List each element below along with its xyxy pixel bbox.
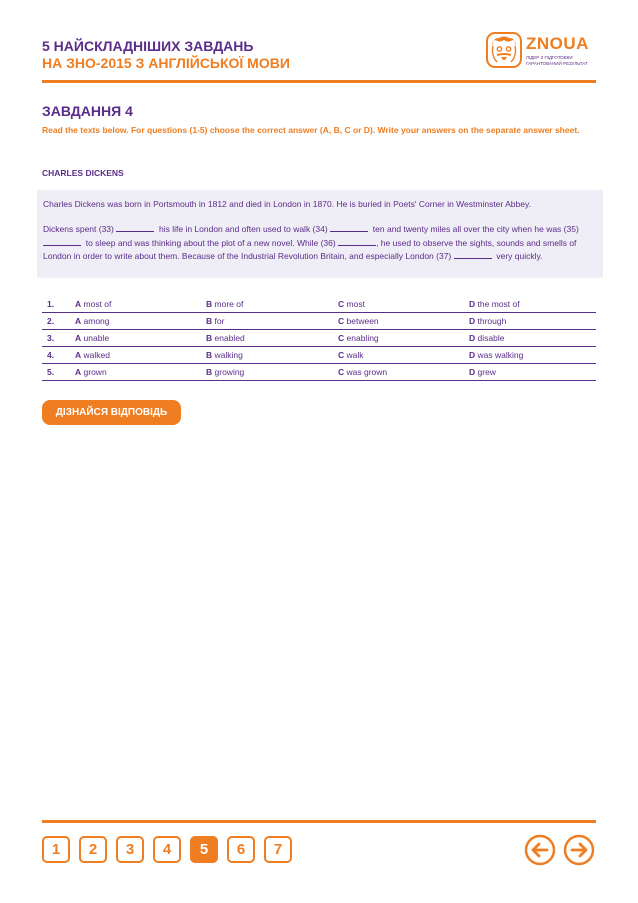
option-a[interactable] <box>75 316 110 326</box>
option-letter: D <box>469 299 476 309</box>
option-letter: A <box>75 333 82 343</box>
blank-36 <box>338 236 376 246</box>
header-title-line1: 5 НАЙСКЛАДНІШИХ ЗАВДАНЬ <box>42 38 254 54</box>
option-text: between <box>346 316 379 326</box>
text-segment: Dickens spent (33) <box>43 224 114 234</box>
option-letter: D <box>469 367 476 377</box>
option-letter: B <box>206 367 213 377</box>
option-b[interactable] <box>206 316 224 326</box>
option-letter: C <box>338 316 345 326</box>
option-text: walk <box>346 350 364 360</box>
page-button-5-active[interactable]: 5 <box>190 836 218 863</box>
option-letter: D <box>469 350 476 360</box>
blank-34 <box>330 222 368 232</box>
option-text: enabling <box>346 333 379 343</box>
option-letter: A <box>75 299 82 309</box>
header-divider <box>42 80 596 83</box>
option-b[interactable] <box>206 367 244 377</box>
text-paragraph-1: Charles Dickens was born in Portsmouth in 1812 and died in London in 1870. He is buried in Poets' Corner in Westminster Abbey. <box>43 199 531 209</box>
page-button-1[interactable]: 1 <box>42 836 70 863</box>
option-a[interactable] <box>75 299 111 309</box>
option-text: unable <box>83 333 110 343</box>
option-letter: A <box>75 367 82 377</box>
option-text: through <box>477 316 507 326</box>
page-button-4[interactable]: 4 <box>153 836 181 863</box>
footer-divider <box>42 820 596 823</box>
option-text: enabled <box>214 333 245 343</box>
blank-37 <box>454 249 492 259</box>
answer-row <box>42 313 596 330</box>
question-number: 2. <box>47 316 55 326</box>
option-letter: C <box>338 367 345 377</box>
option-letter: D <box>469 316 476 326</box>
text-segment: to sleep and was thinking about the plot of a new novel. While (36) <box>85 237 336 248</box>
blank-33 <box>116 222 154 232</box>
option-d[interactable] <box>469 350 523 360</box>
question-number: 3. <box>47 333 55 343</box>
text-title: CHARLES DICKENS <box>42 168 124 178</box>
text-segment: , he used to observe the sights, sounds and smells of London in order to write about them. Because of the Industrial Revolution Britain, and especially London (37) <box>43 237 577 261</box>
question-number: 5. <box>47 367 55 377</box>
task-title: ЗАВДАННЯ 4 <box>42 103 133 119</box>
option-text: most <box>346 299 365 309</box>
option-c[interactable] <box>338 350 364 360</box>
answer-row <box>42 296 596 313</box>
question-number: 4. <box>47 350 55 360</box>
text-segment: ten and twenty miles all over the city when he was (35) <box>372 224 579 234</box>
question-number: 1. <box>47 299 55 309</box>
header-title <box>42 38 290 72</box>
option-text: walking <box>214 350 243 360</box>
option-c[interactable] <box>338 316 379 326</box>
option-letter: A <box>75 316 82 326</box>
option-text: walked <box>83 350 110 360</box>
option-d[interactable] <box>469 367 496 377</box>
answer-options-table <box>42 296 596 381</box>
text-segment: very quickly. <box>496 251 543 261</box>
blank-35 <box>43 236 81 246</box>
option-text: was walking <box>477 350 524 360</box>
option-letter: C <box>338 299 345 309</box>
option-c[interactable] <box>338 299 365 309</box>
logo-name: ZNOUA <box>526 34 589 53</box>
option-text: disable <box>477 333 505 343</box>
option-text: was grown <box>346 367 388 377</box>
option-text: grown <box>83 367 107 377</box>
answer-row <box>42 347 596 364</box>
option-text: more of <box>214 299 244 309</box>
znoua-logo[interactable] <box>486 32 596 72</box>
option-c[interactable] <box>338 367 387 377</box>
option-letter: C <box>338 350 345 360</box>
option-b[interactable] <box>206 299 243 309</box>
option-letter: B <box>206 350 213 360</box>
option-letter: B <box>206 333 213 343</box>
option-letter: A <box>75 350 82 360</box>
answer-row <box>42 364 596 381</box>
option-letter: B <box>206 316 213 326</box>
option-c[interactable] <box>338 333 379 343</box>
task-instructions: Read the texts below. For questions (1-5) choose the correct answer (A, B, C or D). Write your answers on the separate answer sheet. <box>42 125 580 135</box>
option-a[interactable] <box>75 367 107 377</box>
option-text: for <box>214 316 225 326</box>
option-d[interactable] <box>469 316 506 326</box>
answer-row <box>42 330 596 347</box>
einstein-face-icon <box>486 32 522 68</box>
page-button-6[interactable]: 6 <box>227 836 255 863</box>
reveal-answer-button[interactable]: ДІЗНАЙСЯ ВІДПОВІДЬ <box>42 400 181 425</box>
option-a[interactable] <box>75 350 110 360</box>
page-button-3[interactable]: 3 <box>116 836 144 863</box>
option-text: the most of <box>477 299 520 309</box>
option-a[interactable] <box>75 333 109 343</box>
arrow-left-circle-icon[interactable] <box>524 834 556 866</box>
option-b[interactable] <box>206 333 245 343</box>
page-navigation <box>42 836 292 863</box>
option-text: most of <box>83 299 112 309</box>
page-button-2[interactable]: 2 <box>79 836 107 863</box>
arrow-right-circle-icon[interactable] <box>563 834 595 866</box>
logo-tagline <box>526 55 588 67</box>
option-d[interactable] <box>469 333 504 343</box>
option-letter: B <box>206 299 213 309</box>
page-button-7[interactable]: 7 <box>264 836 292 863</box>
option-b[interactable] <box>206 350 243 360</box>
reading-text-box <box>37 190 603 278</box>
option-text: growing <box>214 367 245 377</box>
header-title-line2: НА ЗНО-2015 З АНГЛІЙСЬКОЇ МОВИ <box>42 55 290 71</box>
text-segment: his life in London and often used to walk (34) <box>158 224 328 234</box>
option-text: among <box>83 316 110 326</box>
logo-tagline-line2: ГАРАНТОВАНИЙ РЕЗУЛЬТАТ <box>526 61 588 66</box>
option-letter: D <box>469 333 476 343</box>
option-text: grew <box>477 367 496 377</box>
option-letter: C <box>338 333 345 343</box>
option-d[interactable] <box>469 299 520 309</box>
text-paragraph-2 <box>43 222 591 263</box>
logo-tagline-line1: ЛІДЕР З ПІДГОТОВКИ <box>526 55 573 60</box>
